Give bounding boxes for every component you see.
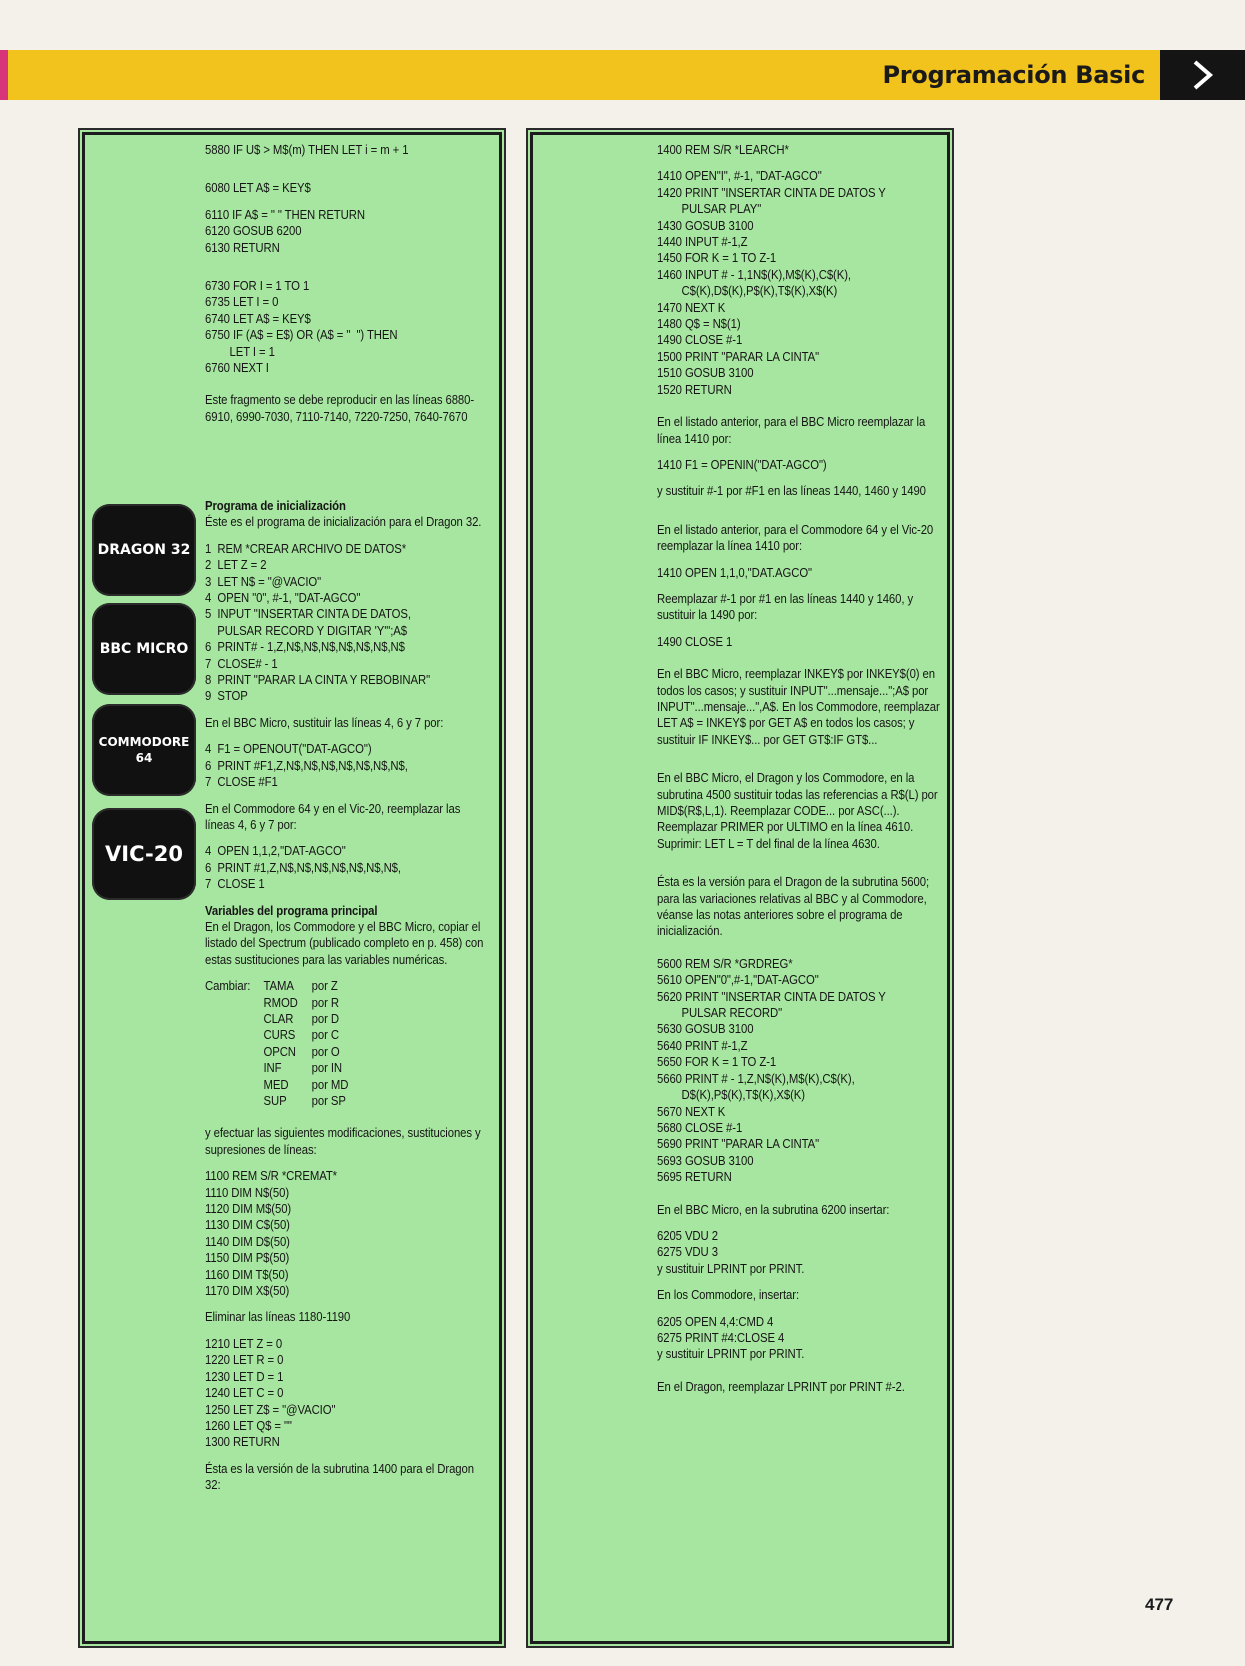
substitution-row: MED por MD (263, 1076, 349, 1092)
code-listing: 1410 OPEN 1,1,0,"DAT.AGCO" (657, 564, 813, 580)
code-listing: 5880 IF U$ > M$(m) THEN LET i = m + 1 (205, 142, 409, 157)
paragraph: En el BBC Micro, el Dragon y los Commodore, en la subrutina 4500 sustituir todas las referencias a R$(L) por MID$(R$,L,1). Reemplazar CODE... por ASC(...). Reemplazar PRIMER por ULTIMO en la línea 4610. (657, 770, 938, 835)
badge-commodore-64: COMMODORE 64 (92, 704, 196, 796)
code-listing: 1410 F1 = OPENIN("DAT-AGCO") (657, 456, 827, 472)
badge-dragon-32: DRAGON 32 (92, 504, 196, 596)
code-listing: 1210 LET Z = 0 1220 LET R = 0 1230 LET D = 1 1240 LET C = 0 1250 LET Z$ = "@VACIO" 1260 LET Q$ = "" 1300 RETURN (205, 1335, 336, 1450)
paragraph: Reemplazar #-1 por #1 en las líneas 1440 y 1460, y sustituir la 1490 por: (657, 590, 914, 623)
code-listing: 1490 CLOSE 1 (657, 633, 733, 649)
paragraph: y sustituir LPRINT por PRINT. (657, 1260, 805, 1276)
substitution-row: CURS por C (263, 1027, 339, 1043)
left-column-lower (205, 498, 489, 1494)
code-listing: 1100 REM S/R *CREMAT* 1110 DIM N$(50) 1120 DIM M$(50) 1130 DIM C$(50) 1140 DIM D$(50) 1150 DIM P$(50) 1160 DIM T$(50) 1170 DIM X$(50) (205, 1168, 338, 1299)
paragraph: y sustituir #-1 por #F1 en las líneas 1440, 1460 y 1490 (657, 483, 926, 499)
code-listing: 4 F1 = OPENOUT("DAT-AGCO") 6 PRINT #F1,Z,N$,N$,N$,N$,N$,N$,N$, 7 CLOSE #F1 (205, 741, 408, 790)
code-listing: 6205 VDU 2 6275 VDU 3 (657, 1227, 718, 1260)
substitution-table (205, 978, 489, 1109)
paragraph: y sustituir LPRINT por PRINT. (657, 1346, 805, 1362)
paragraph: En el Dragon, los Commodore y el BBC Micro, copiar el listado del Spectrum (publicado completo en p. 458) con estas sustituciones para las variables numéricas. (205, 918, 484, 967)
badge-bbc-micro: BBC MICRO (92, 603, 196, 695)
badge-vic-20: VIC-20 (92, 808, 196, 900)
paragraph: Suprimir: LET L = T del final de la línea 4630. (657, 835, 880, 851)
paragraph: En el listado anterior, para el Commodore 64 y el Vic-20 reemplazar la línea 1410 por: (657, 521, 934, 554)
paragraph: En el BBC Micro, reemplazar INKEY$ por INKEY$(0) en todos los casos; y sustituir INPUT"...mensaje...";A$ por INPUT"...mensaje...",A$. En los Commodore, reemplazar LET A$ = INKEY$ por GET A$ en todos los casos; y sustituir IF INKEY$... por GET GT$:IF GT$... (657, 666, 940, 747)
code-listing: 6730 FOR I = 1 TO 1 6735 LET I = 0 6740 LET A$ = KEY$ 6750 IF (A$ = E$) OR (A$ = " ") THEN LET I = 1 6760 NEXT I (205, 278, 398, 376)
header-edge (0, 50, 8, 100)
chevron-right-icon (1160, 50, 1245, 100)
paragraph: Eliminar las líneas 1180-1190 (205, 1309, 351, 1325)
page-number: 477 (1145, 1595, 1174, 1614)
section-heading: Variables del programa principal (205, 902, 378, 918)
paragraph: Ésta es la versión de la subrutina 1400 para el Dragon 32: (205, 1460, 474, 1493)
paragraph: Ésta es la versión para el Dragon de la subrutina 5600; para las variaciones relativas al BBC y al Commodore, véanse las notas anteriores sobre el programa de inicialización. (657, 874, 930, 939)
right-column (657, 142, 945, 1395)
paragraph: En el listado anterior, para el BBC Micro reemplazar la línea 1410 por: (657, 414, 926, 446)
paragraph: Este fragmento se debe reproducir en las líneas 6880-6910, 6990-7030, 7110-7140, 7220-7250, 7640-7670 (205, 392, 475, 424)
code-listing: 6205 OPEN 4,4:CMD 4 6275 PRINT #4:CLOSE 4 (657, 1313, 785, 1345)
paragraph: Éste es el programa de inicialización para el Dragon 32. (205, 514, 482, 530)
paragraph: En los Commodore, insertar: (657, 1287, 800, 1303)
substitution-row: INF por IN (263, 1060, 343, 1076)
substitution-row: TAMA por Z (263, 978, 338, 994)
code-listing: 1 REM *CREAR ARCHIVO DE DATOS* 2 LET Z = 2 3 LET N$ = "@VACIO" 4 OPEN "0", #-1, "DAT-AGCO" 5 INPUT "INSERTAR CINTA DE DATOS, PULSAR RECORD Y DIGITAR 'Y'";A$ 6 PRINT# - 1,Z,N$,N$,N$,N$,N$,N$,N$ 7 CLOSE# - 1 8 PRINT "PARAR LA CINTA Y REBOBINAR" 9 STOP (205, 540, 431, 704)
code-listing: 6110 IF A$ = " " THEN RETURN 6120 GOSUB 6200 6130 RETURN (205, 206, 365, 255)
substitution-row: RMOD por R (263, 994, 339, 1010)
paragraph: En el Dragon, reemplazar LPRINT por PRINT #-2. (657, 1378, 905, 1394)
substitution-row: SUP por SP (263, 1093, 346, 1108)
paragraph: y efectuar las siguientes modificaciones, sustituciones y supresiones de líneas: (205, 1125, 481, 1157)
code-listing: 4 OPEN 1,1,2,"DAT-AGCO" 6 PRINT #1,Z,N$,N$,N$,N$,N$,N$,N$, 7 CLOSE 1 (205, 843, 401, 892)
header-bar (0, 50, 1245, 100)
substitution-row: OPCN por O (263, 1043, 340, 1059)
paragraph: En el BBC Micro, en la subrutina 6200 insertar: (657, 1201, 890, 1217)
section-heading: Programa de inicialización (205, 498, 346, 513)
code-listing: 6080 LET A$ = KEY$ (205, 180, 311, 196)
paragraph: En el BBC Micro, sustituir las líneas 4, 6 y 7 por: (205, 714, 444, 730)
left-column-upper (205, 142, 489, 425)
code-listing: 1410 OPEN"I", #-1, "DAT-AGCO" 1420 PRINT "INSERTAR CINTA DE DATOS Y PULSAR PLAY" 1430 GOSUB 3100 1440 INPUT #-1,Z 1450 FOR K = 1 TO Z-1 1460 INPUT # - 1,1N$(K),M$(K),C$(K), C$(K),D$(K),P$(K),T$(K),X$(K) 1470 NEXT K 1480 Q$ = N$(1) 1490 CLOSE #-1 1500 PRINT "PARAR LA CINTA" 1510 GOSUB 3100 1520 RETURN (657, 168, 886, 397)
substitution-label: Cambiar: (205, 978, 251, 994)
paragraph: En el Commodore 64 y en el Vic-20, reemplazar las líneas 4, 6 y 7 por: (205, 800, 461, 832)
substitution-row: CLAR por D (263, 1010, 339, 1026)
code-listing: 5600 REM S/R *GRDREG* 5610 OPEN"0",#-1,"DAT-AGCO" 5620 PRINT "INSERTAR CINTA DE DATOS Y PULSAR RECORD" 5630 GOSUB 3100 5640 PRINT #-1,Z 5650 FOR K = 1 TO Z-1 5660 PRINT # - 1,Z,N$(K),M$(K),C$(K), D$(K),P$(K),T$(K),X$(K) 5670 NEXT K 5680 CLOSE #-1 5690 PRINT "PARAR LA CINTA" 5693 GOSUB 3100 5695 RETURN (657, 955, 886, 1185)
page-title: Programación Basic (882, 61, 1145, 89)
code-listing: 1400 REM S/R *LEARCH* (657, 142, 789, 157)
next-page-arrow[interactable] (1160, 50, 1245, 100)
